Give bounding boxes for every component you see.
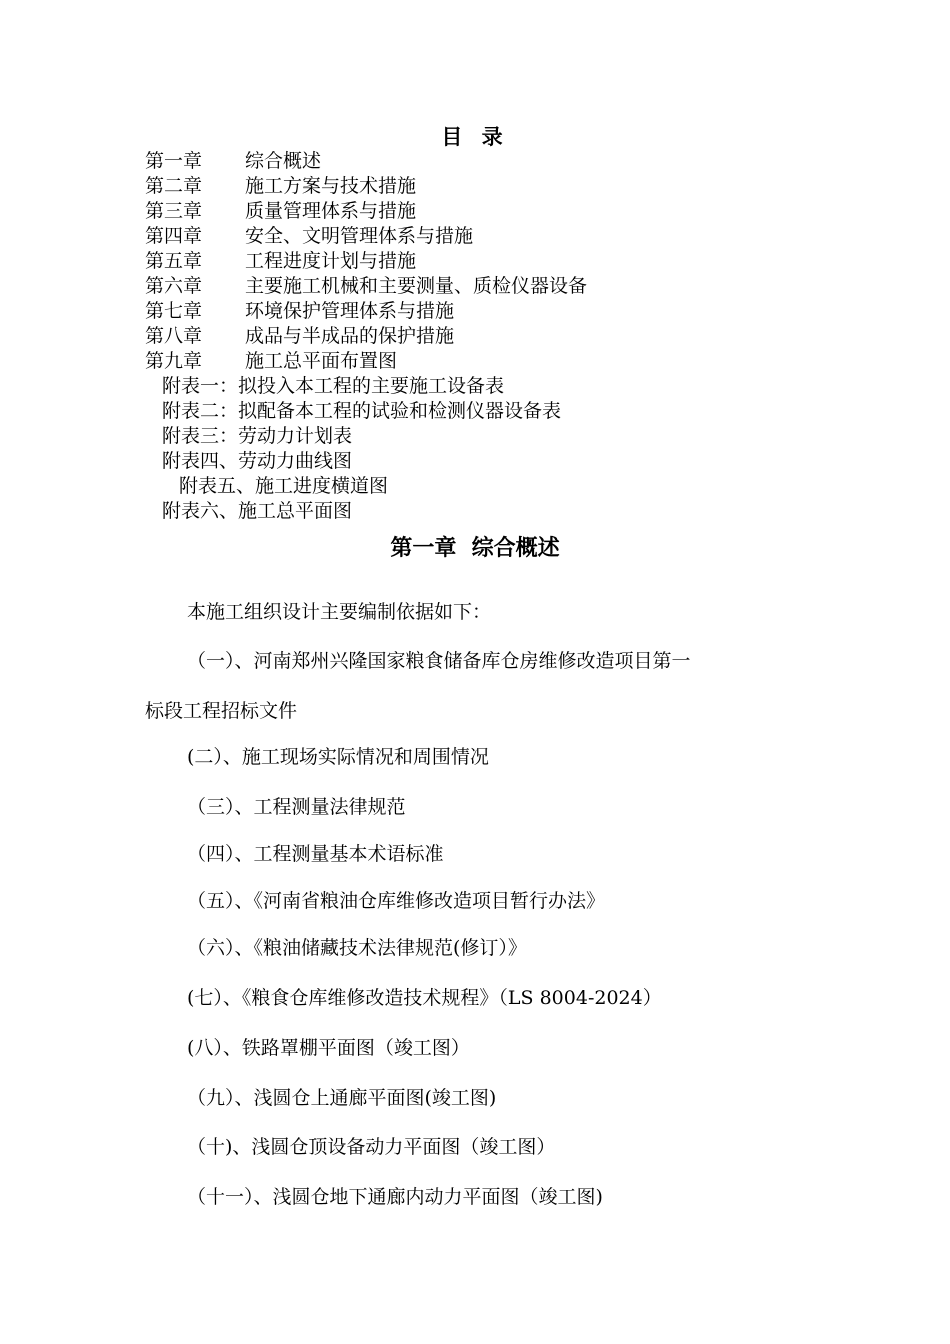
chapter-number: 第五章 (145, 250, 203, 272)
table-of-contents (145, 149, 587, 524)
chapter-title: 主要施工机械和主要测量、质检仪器设备 (245, 275, 588, 297)
chapter-title: 工程进度计划与措施 (245, 250, 417, 272)
toc-entry-appendix-2[interactable]: 附表二：拟配备本工程的试验和检测仪器设备表 (162, 400, 562, 422)
chapter-title: 安全、文明管理体系与措施 (245, 225, 474, 247)
chapter-title: 成品与半成品的保护措施 (245, 325, 455, 347)
chapter-title: 施工方案与技术措施 (245, 175, 417, 197)
toc-entry-chapter-4[interactable] (145, 224, 587, 249)
toc-entry-chapter-9[interactable] (145, 349, 587, 374)
chapter-number: 第六章 (145, 275, 203, 297)
toc-entry-appendix-3[interactable]: 附表三：劳动力计划表 (162, 425, 353, 447)
chapter-number: 第二章 (145, 175, 203, 197)
toc-entry-chapter-5[interactable] (145, 249, 587, 274)
basis-item-3: （三）、工程测量法律规范 (187, 796, 406, 818)
basis-item-11: （十一）、浅圆仓地下通廊内动力平面图（竣工图) (187, 1186, 603, 1208)
chapter-number: 第四章 (145, 225, 203, 247)
basis-item-5: （五）、《河南省粮油仓库维修改造项目暂行办法》 (187, 890, 606, 912)
chapter-number: 第三章 (145, 200, 203, 222)
basis-item-10: （十)、浅圆仓顶设备动力平面图（竣工图） (187, 1136, 556, 1158)
chapter-title: 环境保护管理体系与措施 (245, 300, 455, 322)
toc-entry-appendix-4[interactable]: 附表四、劳动力曲线图 (162, 450, 353, 472)
chapter-number: 第九章 (145, 350, 203, 372)
toc-entry-chapter-8[interactable] (145, 324, 587, 349)
toc-entry-chapter-6[interactable] (145, 274, 587, 299)
basis-item-7: (七）、《粮食仓库维修改造技术规程》（LS 8004-2024） (187, 987, 662, 1009)
chapter-title: 综合概述 (245, 150, 322, 172)
chapter-number: 第一章 (145, 150, 203, 172)
chapter-title: 质量管理体系与措施 (245, 200, 417, 222)
basis-item-2: (二）、施工现场实际情况和周围情况 (187, 746, 489, 768)
toc-entry-appendix-6[interactable]: 附表六、施工总平面图 (162, 500, 353, 522)
toc-entry-chapter-3[interactable] (145, 199, 587, 224)
chapter-number: 第八章 (145, 325, 203, 347)
basis-item-1-continued: 标段工程招标文件 (145, 700, 298, 722)
basis-item-9: （九）、浅圆仓上通廊平面图(竣工图) (187, 1087, 497, 1109)
basis-item-6: （六）、《粮油储藏技术法律规范(修订）》 (187, 937, 527, 959)
toc-entry-chapter-1[interactable] (145, 149, 587, 174)
toc-entry-appendix-5[interactable]: 附表五、施工进度横道图 (179, 475, 389, 497)
toc-entry-appendix-1[interactable]: 附表一：拟投入本工程的主要施工设备表 (162, 375, 505, 397)
chapter-title: 施工总平面布置图 (245, 350, 398, 372)
toc-title: 目 录 (441, 124, 509, 149)
intro-paragraph: 本施工组织设计主要编制依据如下： (187, 601, 492, 623)
chapter-heading: 第一章 综合概述 (390, 535, 560, 561)
toc-entry-chapter-7[interactable] (145, 299, 587, 324)
basis-item-4: （四）、工程测量基本术语标准 (187, 843, 444, 865)
chapter-number: 第七章 (145, 300, 203, 322)
basis-item-8: (八）、铁路罩棚平面图（竣工图） (187, 1037, 470, 1059)
toc-entry-chapter-2[interactable] (145, 174, 587, 199)
basis-item-1: （一）、河南郑州兴隆国家粮食储备库仓房维修改造项目第一 (187, 650, 691, 672)
